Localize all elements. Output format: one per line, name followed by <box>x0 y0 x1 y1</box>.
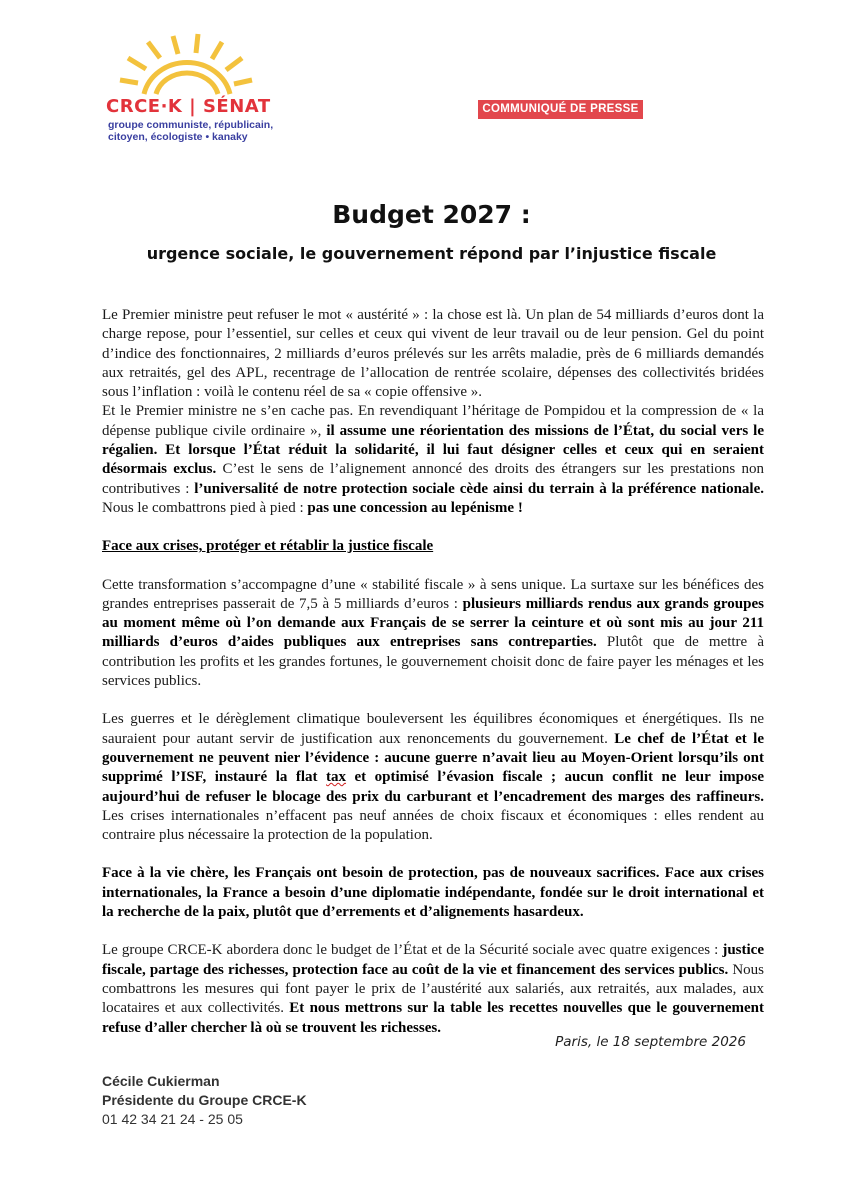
signature-block <box>102 1072 307 1129</box>
text-span: Et le Premier ministre ne s’en cache pas. En revendiquant l’héritage de Pompidou et la compression de « la dépense publique civile ordinaire », <box>102 403 764 439</box>
paragraph-2 <box>102 402 764 518</box>
bold-span: justice fiscale, partage des richesses, protection face au coût de la vie et financement des services publics. <box>102 942 764 978</box>
bold-span: et optimisé l’évasion fiscale ; aucun conflit ne leur impose aujourd’hui de refuser le blocage des prix du carburant et l’encadrement des marges des raffineurs. <box>102 769 765 805</box>
bold-span: Face à la vie chère, les Français ont besoin de protection, pas de nouveaux sacrifices. Face aux crises internationales, la France a besoin d’une diplomatie indépendante, fondée sur le droit international et la recherche de la paix, plutôt que d’errements et d’alignements hasardeux. <box>102 865 764 921</box>
page-title: Budget 2027 : <box>332 200 531 229</box>
text-span: Nous le combattrons pied à pied : <box>102 499 308 516</box>
signatory-name: Cécile Cukierman <box>102 1073 220 1089</box>
logo-subtitle <box>108 119 283 143</box>
signatory-phone: 01 42 34 21 24 - 25 05 <box>102 1111 243 1127</box>
sun-logo-icon <box>100 28 280 98</box>
text-span: Les crises internationales n’effacent pas neuf années de choix fiscaux et économiques : elles rendent au contraire plus nécessaire la protection de la population. <box>102 807 764 844</box>
document-body <box>102 306 764 1038</box>
section-heading-paragraph <box>102 537 764 556</box>
bold-span: Et nous mettrons sur la table les recettes nouvelles que le gouvernement refuse d’aller chercher là où se trouvent les richesses. <box>102 1000 765 1036</box>
text-span: Cette transformation s’accompagne d’une « stabilité fiscale » à sens unique. La surtaxe sur les bénéfices des grandes entreprises passerait de 7,5 à 5 milliards d’euros : <box>102 576 764 612</box>
text-span: Le groupe CRCE-K abordera donc le budget de l’État et de la Sécurité sociale avec quatre exigences : <box>102 942 723 959</box>
text-span: Nous combattrons les mesures qui font payer le prix de l’austérité aux salariés, aux retraités, aux malades, aux locataires et aux collectivités. <box>102 961 764 1017</box>
bold-span: Le chef de l’État et le gouvernement ne peuvent nier l’évidence : aucune guerre n’avait lieu au Moyen-Orient lorsqu’ils ont supprimé l’ISF, instauré la flat <box>102 730 764 786</box>
logo-subtitle-line: groupe communiste, républicain, <box>108 119 274 131</box>
bold-span: plusieurs milliards rendus aux grands groupes au moment même où l’on demande aux Français de se serrer la ceinture et où sont mis au jour 211 milliards d’euros d’aides publiques aux entreprises sans contreparties. <box>102 595 764 651</box>
section-heading: Face aux crises, protéger et rétablir la justice fiscale <box>102 538 434 555</box>
bold-span: pas une concession au lepénisme ! <box>307 499 523 516</box>
logo-title: CRCE·K | SÉNAT <box>106 96 271 117</box>
text-span: Les guerres et le dérèglement climatique bouleversent les équilibres économiques et énergétiques. Ils ne sauraient pour autant servir de justification aux renoncements du gouvernement. <box>102 711 764 747</box>
paragraph-6 <box>102 941 764 1037</box>
paragraph-1: Le Premier ministre peut refuser le mot « austérité » : la chose est là. Un plan de 54 milliards d’euros dont la charge repose, pour l’essentiel, sur celles et ceux qui vivent de leur travail ou de leur pension. Gel du point d’indice des fonctionnaires, 2 milliards d’euros prélevés sur les arrêts maladie, près de 6 milliards demandés aux retraités, gel des APL, recentrage de l’allocation de rentrée scolaire, dépenses des collectivités bridées sous l’inflation : voilà le contenu réel de sa « copie offensive ». <box>102 307 764 401</box>
press-release-badge: COMMUNIQUÉ DE PRESSE <box>478 100 643 119</box>
signatory-role: Présidente du Groupe CRCE-K <box>102 1092 307 1108</box>
page-subtitle: urgence sociale, le gouvernement répond par l’injustice fiscale <box>146 244 717 263</box>
date-line: Paris, le 18 septembre 2026 <box>555 1034 746 1050</box>
paragraph-5 <box>102 864 764 922</box>
paragraph-3 <box>102 576 764 692</box>
bold-span: l’universalité de notre protection sociale cède ainsi du terrain à la préférence nationale. <box>194 480 764 497</box>
text-span: C’est le sens de l’alignement annoncé des droits des étrangers sur les prestations non contributives : <box>102 461 764 497</box>
spellcheck-word: tax <box>326 769 347 786</box>
text-span: Plutôt que de mettre à contribution les profits et les grandes fortunes, le gouvernement choisit donc de faire payer les ménages et les services publics. <box>102 634 765 690</box>
crce-k-senat-logo <box>100 28 280 148</box>
logo-subtitle-line: citoyen, écologiste • kanaky <box>108 131 248 143</box>
bold-span: il assume une réorientation des missions de l’État, du social vers le régalien. Et lorsque l’État réduit la solidarité, il lui faut désigner celles et ceux qui en seraient désormais exclus. <box>102 422 764 478</box>
paragraph-4 <box>102 710 764 845</box>
